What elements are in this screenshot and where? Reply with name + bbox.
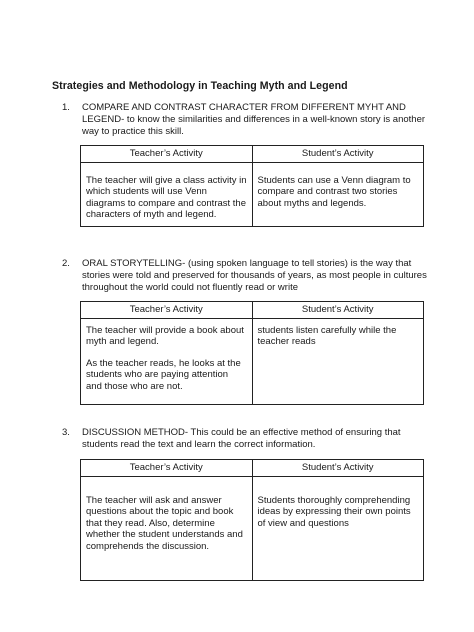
student-activity-text: students listen carefully while the teacher reads	[257, 324, 397, 348]
teacher-activity-header: Teacher’s Activity	[81, 146, 253, 163]
document-title: Strategies and Methodology in Teaching Myth and Legend	[52, 80, 348, 92]
student-activity-header: Student’s Activity	[252, 146, 424, 163]
activity-table-2	[80, 301, 424, 405]
student-activity-header: Student’s Activity	[252, 460, 424, 477]
section-number: 2.	[62, 258, 70, 269]
teacher-activity-cell	[81, 476, 253, 580]
student-activity-text: Students can use a Venn diagram to compare and contrast two stories about myths and legends.	[257, 174, 411, 209]
section-text: COMPARE AND CONTRAST CHARACTER FROM DIFFERENT MYHT AND LEGEND- to know the similarities and differences in a well-known story is another way to practice this skill.	[82, 102, 426, 138]
teacher-activity-header: Teacher’s Activity	[81, 302, 253, 319]
teacher-activity-text: The teacher will provide a book about myth and legend.	[86, 324, 244, 348]
teacher-activity-header: Teacher’s Activity	[81, 460, 253, 477]
student-activity-cell	[252, 162, 424, 226]
section-text: DISCUSSION METHOD- This could be an effective method of ensuring that students read the text and learn the correct information.	[82, 427, 401, 451]
teacher-activity-cell	[81, 162, 253, 226]
activity-table-1	[80, 145, 424, 227]
student-activity-text: Students thoroughly comprehending ideas by expressing their own points of view and questions	[257, 494, 411, 529]
section-text: ORAL STORYTELLING- (using spoken language to tell stories) is the way that stories were told and preserved for thousands of years, as most people in cultures throughout the world could not fluently read or write	[82, 258, 427, 294]
section-number: 3.	[62, 427, 70, 438]
teacher-activity-cell	[81, 318, 253, 404]
teacher-activity-text: The teacher will ask and answer questions about the topic and book that they read. Also, determine whether the student understands and comprehends the discussion.	[86, 494, 243, 552]
section-number: 1.	[62, 102, 70, 113]
student-activity-cell	[252, 476, 424, 580]
activity-table-3	[80, 459, 424, 581]
teacher-activity-text: The teacher will give a class activity in which students will use Venn diagrams to compare and contrast the characters of myth and legend.	[86, 174, 247, 221]
student-activity-cell	[252, 318, 424, 404]
teacher-activity-text: As the teacher reads, he looks at the students who are paying attention and those who are not.	[86, 357, 241, 392]
student-activity-header: Student’s Activity	[252, 302, 424, 319]
